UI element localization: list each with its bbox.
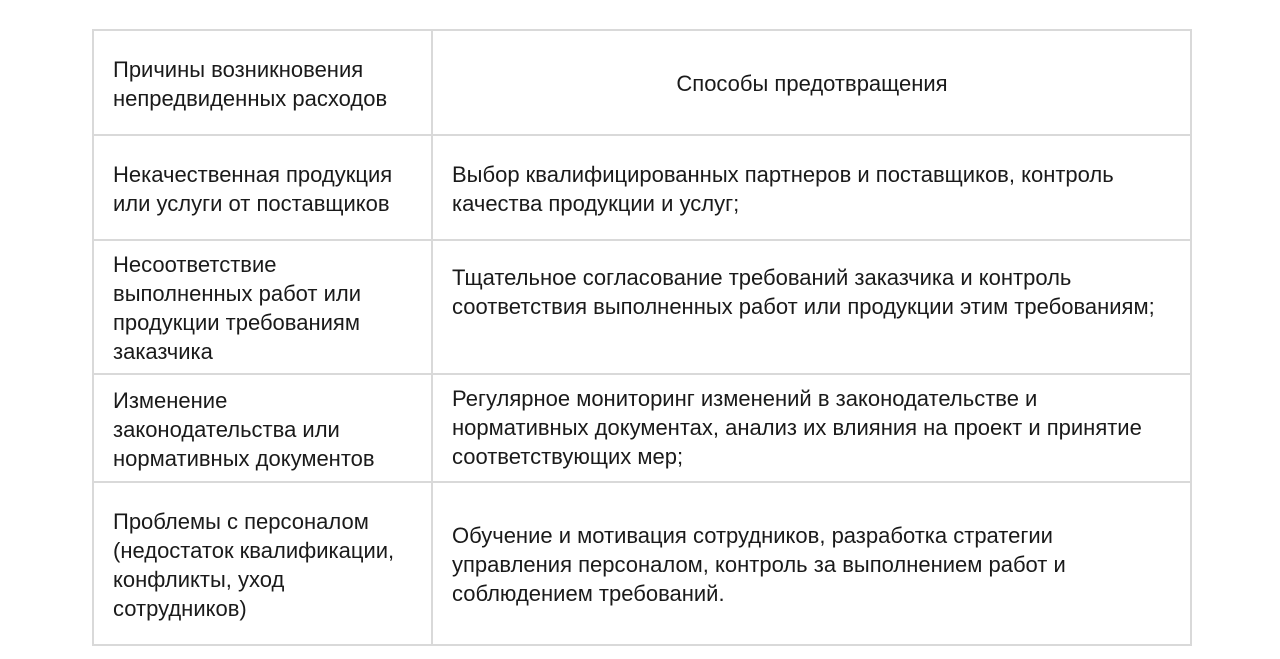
table-row: [93, 374, 1191, 482]
table-row: [93, 135, 1191, 240]
header-prevention-cell: Способы предотвращения: [432, 30, 1191, 135]
prevention-cell: Регулярное мониторинг изменений в законодательстве и нормативных документах, анализ их влияния на проект и принятие соответствующих мер;: [432, 374, 1191, 482]
table-row: [93, 482, 1191, 645]
prevention-cell: Обучение и мотивация сотрудников, разработка стратегии управления персоналом, контроль за выполнением работ и соблюдением требований.: [432, 482, 1191, 645]
prevention-cell: Выбор квалифицированных партнеров и поставщиков, контроль качества продукции и услуг;: [432, 135, 1191, 240]
cause-cell: Несоответствие выполненных работ или продукции требованиям заказчика: [93, 240, 432, 374]
cause-cell: Проблемы с персоналом (недостаток квалификации, конфликты, уход сотрудников): [93, 482, 432, 645]
table-row: [93, 240, 1191, 374]
cause-cell: Изменение законодательства или нормативных документов: [93, 374, 432, 482]
prevention-cell: Тщательное согласование требований заказчика и контроль соответствия выполненных работ или продукции этим требованиям;: [432, 240, 1191, 374]
table-header-row: [93, 30, 1191, 135]
header-cause-cell: Причины возникновения непредвиденных расходов: [93, 30, 432, 135]
causes-prevention-table: [92, 29, 1192, 646]
cause-cell: Некачественная продукция или услуги от поставщиков: [93, 135, 432, 240]
